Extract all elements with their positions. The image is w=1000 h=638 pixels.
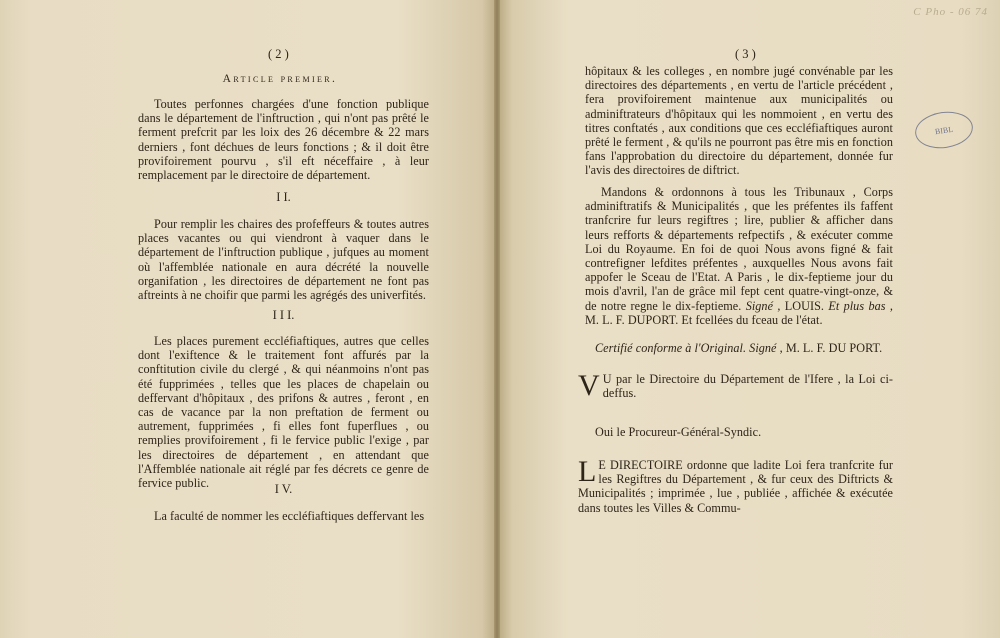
article-heading: Article premier. — [222, 73, 338, 85]
oui-line — [595, 425, 885, 439]
plus-bas-label: Et plus bas , — [828, 298, 893, 313]
vu-text: U par le Directoire du Département de l'Ifere , la Loi ci-deffus. — [602, 372, 893, 401]
le-dropcap: L — [578, 455, 597, 488]
article-2-text: Pour remplir les chaires des profeffeurs & toutes autres places vacantes ou qui viendront à vaquer dans le département de l'inftruction publique , jufques au moment où l'affemblée nationale en aura décrété la nouvelle organifation , les directoires de département ne font pas aftreints à ne choifir que parmi les agrégés des univerfités. — [138, 217, 429, 303]
article-3 — [138, 334, 429, 490]
certifie-name: M. L. F. DU PORT. — [785, 341, 883, 355]
article-4-text: La faculté de nommer les eccléfiaftiques deffervant les — [154, 509, 425, 523]
article-4-continuation-text: hôpitaux & les colleges , en nombre jugé convénable par les directoires des départements , en vertu de l'article précédent , fera provifoirement maintenue aux municipalités ou adminiftrateurs d'hôpitaux qui les nommoient , en vertu des titres conftatés , aux conditions que ces eccléfiaftiques auront prêté le ferment , & qu'ils ne pourront pas être mis en fonction fans l'approbation du directoire du département, donnée fur l'avis des directoires de diftrict. — [585, 64, 893, 178]
article-4 — [138, 509, 429, 523]
mandons-text: Mandons & ordonnons à tous les Tribunaux , Corps adminiftratifs & Municipalités , que les préfentes ils faffent tranfcrire fur leurs regiftres ; lire, publier & afficher dans leurs refforts & départements refpectifs , & exécuter comme Loi du Royaume. En foi de quoi Nous avons figné & fait contrefigner lefdites préfentes , auxquelles Nous avons fait appofer le Sceau de l'Etat. A Paris , le dix-feptieme jour du mois d'avril, l'an de grâce mil fept cent quatre-vingt-onze, & de notre regne le dix-feptieme. — [585, 185, 893, 313]
article-1-text: Toutes perfonnes chargées d'une fonction publique dans le département de l'inftruction , qui n'ont pas prêté le ferment prefcrit par les loix des 26 décembre & 22 mars derniers , font déchues de leurs fonctions ; & il doit être provifoirement pourvu , s'il eft néceffaire , à leur remplacement par le directoire de département. — [138, 97, 429, 183]
oui-text: Oui le Procureur-Général-Syndic. — [595, 425, 762, 439]
margin-note: C Pho - 06 74 — [913, 6, 988, 18]
vu-paragraph — [578, 369, 893, 402]
page-number-right: ( 3 ) — [735, 47, 756, 61]
certifie-line — [585, 341, 893, 355]
mandons-paragraph — [585, 185, 893, 327]
library-stamp: BIBL — [913, 108, 975, 152]
signe-label: Signé , — [745, 298, 781, 313]
section-3-number: I I I. — [272, 308, 295, 322]
page-number-left: ( 2 ) — [268, 47, 289, 61]
directoire-text: E DIRECTOIRE ordonne que ladite Loi fera tranfcrite fur les Regiftres du Département , & fur ceux des Diftricts & Municipalités ; imprimée , lue , publiée , affichée & exécutée dans toutes les Villes & Commu- — [578, 458, 893, 515]
directoire-paragraph — [578, 455, 893, 515]
section-2-number: I I. — [276, 190, 291, 204]
article-1 — [138, 97, 429, 182]
section-4-number: I V. — [274, 482, 293, 496]
vu-dropcap: V — [578, 369, 600, 402]
article-3-text: Les places purement eccléfiaftiques, autres que celles dont l'exiftence & le traitement font affurés par la conftitution civile du clergé , & qui néanmoins n'ont pas été fupprimées , telles que les places de chapelain ou deffervant d'hôpitaux , des prifons & autres , feront , en cas de vacance par la non preftation de ferment ou autrement, fupprimées , fi elles font fuperflues , ou remplies provifoirement , fi le fervice public l'exige , par les directoires de département , en attendant que l'Affemblée nationale ait réglé par fes décrets ce genre de fervice public. — [138, 334, 429, 491]
countersignature: M. L. F. DUPORT. Et fcellées du fceau de l'état. — [585, 312, 823, 327]
certifie-text: Certifié conforme à l'Original. Signé , — [595, 341, 783, 355]
louis-signature: LOUIS. — [784, 298, 825, 313]
article-2 — [138, 217, 429, 302]
article-4-continuation — [585, 64, 893, 178]
book-gutter — [494, 0, 500, 638]
